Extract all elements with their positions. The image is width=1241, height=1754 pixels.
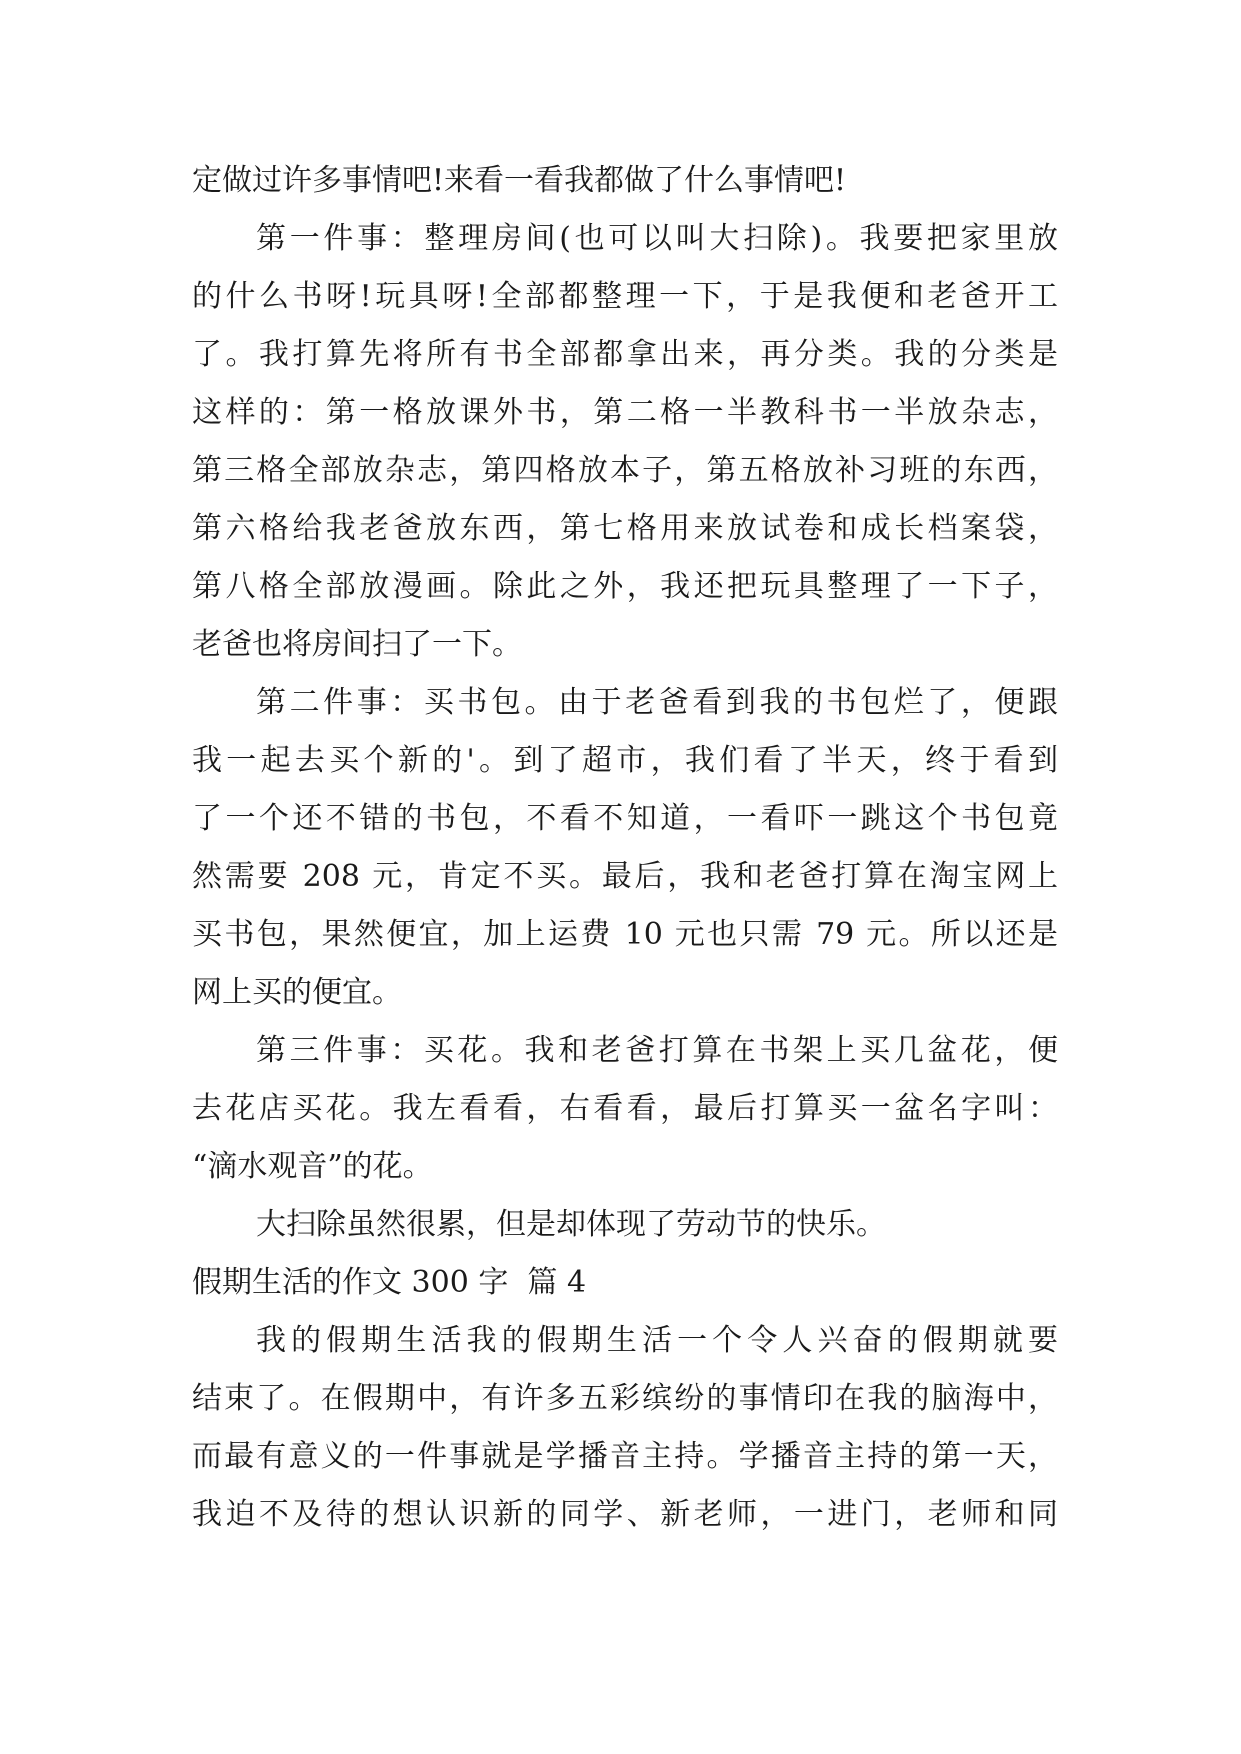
text-line: 结束了。在假期中，有许多五彩缤纷的事情印在我的脑海中， (192, 1381, 1058, 1416)
text-line: 我的假期生活我的假期生活一个令人兴奋的假期就要 (256, 1323, 1058, 1358)
text-line: 第六格给我老爸放东西，第七格用来放试卷和成长档案袋， (192, 511, 1058, 546)
text-line: 我迫不及待的想认识新的同学、新老师，一进门，老师和同 (192, 1497, 1058, 1532)
text-line: 了一个还不错的书包，不看不知道，一看吓一跳这个书包竟 (192, 801, 1058, 836)
text-line: 网上买的便宜。 (192, 975, 402, 1010)
text-line: 的什么书呀!玩具呀!全部都整理一下，于是我便和老爸开工 (192, 279, 1058, 314)
text-line: 我一起去买个新的'。到了超市，我们看了半天，终于看到 (192, 743, 1058, 778)
text-line: 第三件事：买花。我和老爸打算在书架上买几盆花，便 (256, 1033, 1058, 1068)
text-line: 定做过许多事情吧!来看一看我都做了什么事情吧! (192, 163, 847, 198)
text-line: 而最有意义的一件事就是学播音主持。学播音主持的第一天， (192, 1439, 1058, 1474)
text-line: 然需要 208 元，肯定不买。最后，我和老爸打算在淘宝网上 (192, 859, 1058, 894)
text-line: 了。我打算先将所有书全部都拿出来，再分类。我的分类是 (192, 337, 1058, 372)
section-heading: 假期生活的作文 300 字 篇 4 (192, 1265, 587, 1300)
text-line: 第二件事：买书包。由于老爸看到我的书包烂了，便跟 (256, 685, 1058, 720)
text-line: 第一件事：整理房间(也可以叫大扫除)。我要把家里放 (256, 221, 1058, 256)
text-line: 去花店买花。我左看看，右看看，最后打算买一盆名字叫： (192, 1091, 1058, 1126)
text-line: “滴水观音”的花。 (192, 1149, 433, 1184)
text-line: 第三格全部放杂志，第四格放本子，第五格放补习班的东西， (192, 453, 1058, 488)
text-line: 这样的：第一格放课外书，第二格一半教科书一半放杂志， (192, 395, 1058, 430)
text-line: 老爸也将房间扫了一下。 (192, 627, 522, 662)
text-line: 第八格全部放漫画。除此之外，我还把玩具整理了一下子， (192, 569, 1058, 604)
document-page (192, 152, 1058, 1544)
text-line: 大扫除虽然很累，但是却体现了劳动节的快乐。 (256, 1207, 886, 1242)
text-line: 买书包，果然便宜，加上运费 10 元也只需 79 元。所以还是 (192, 917, 1058, 952)
